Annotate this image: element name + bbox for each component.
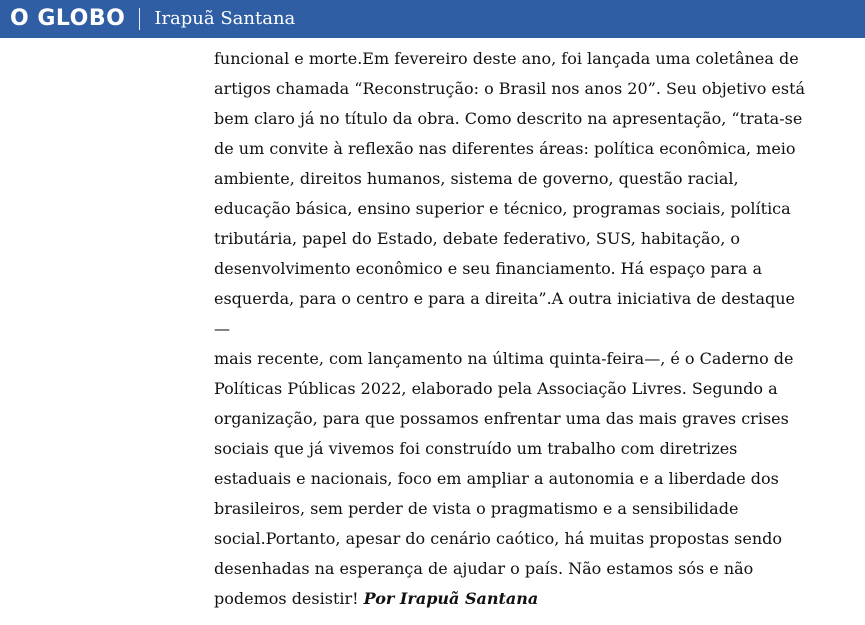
o-globo-logo[interactable]: O GLOBO xyxy=(10,6,126,31)
top-header-bar xyxy=(0,0,865,38)
article-text: funcional e morte.Em fevereiro deste ano, foi lançada uma coletânea de artigos chamada “Reconstrução: o Brasil nos anos 20”. Seu objetivo está bem claro já no título da obra. Como descrito na apresentação, “trata-se de um convite à reflexão nas diferentes áreas: política econômica, meio ambiente, direitos humanos, sistema de governo, questão racial, educação básica, ensino superior e técnico, programas sociais, política tributária, papel do Estado, debate federativo, SUS, habitação, o desenvolvimento econômico e seu financiamento. Há espaço para a esquerda, para o centro e para a direita”.A outra iniciativa de destaque — mais recente, com lançamento na última quinta-feira—, é o Caderno de Políticas Públicas 2022, elaborado pela Associação Livres. Segundo a organização, para que possamos enfrentar uma das mais graves crises sociais que já vivemos foi construído um trabalho com diretrizes estaduais e nacionais, foco em ampliar a autonomia e a liberdade dos brasileiros, sem perder de vista o pragmatismo e a sensibilidade social.Portanto, apesar do cenário caótico, há muitas propostas sendo desenhadas na esperança de ajudar o país. Não estamos sós e não podemos desistir! xyxy=(214,49,806,608)
article-paragraph xyxy=(214,44,814,614)
article-body xyxy=(214,44,814,614)
column-author-title[interactable]: Irapuã Santana xyxy=(154,8,296,29)
header-divider xyxy=(139,8,140,30)
article-byline: Por Irapuã Santana xyxy=(363,589,539,608)
